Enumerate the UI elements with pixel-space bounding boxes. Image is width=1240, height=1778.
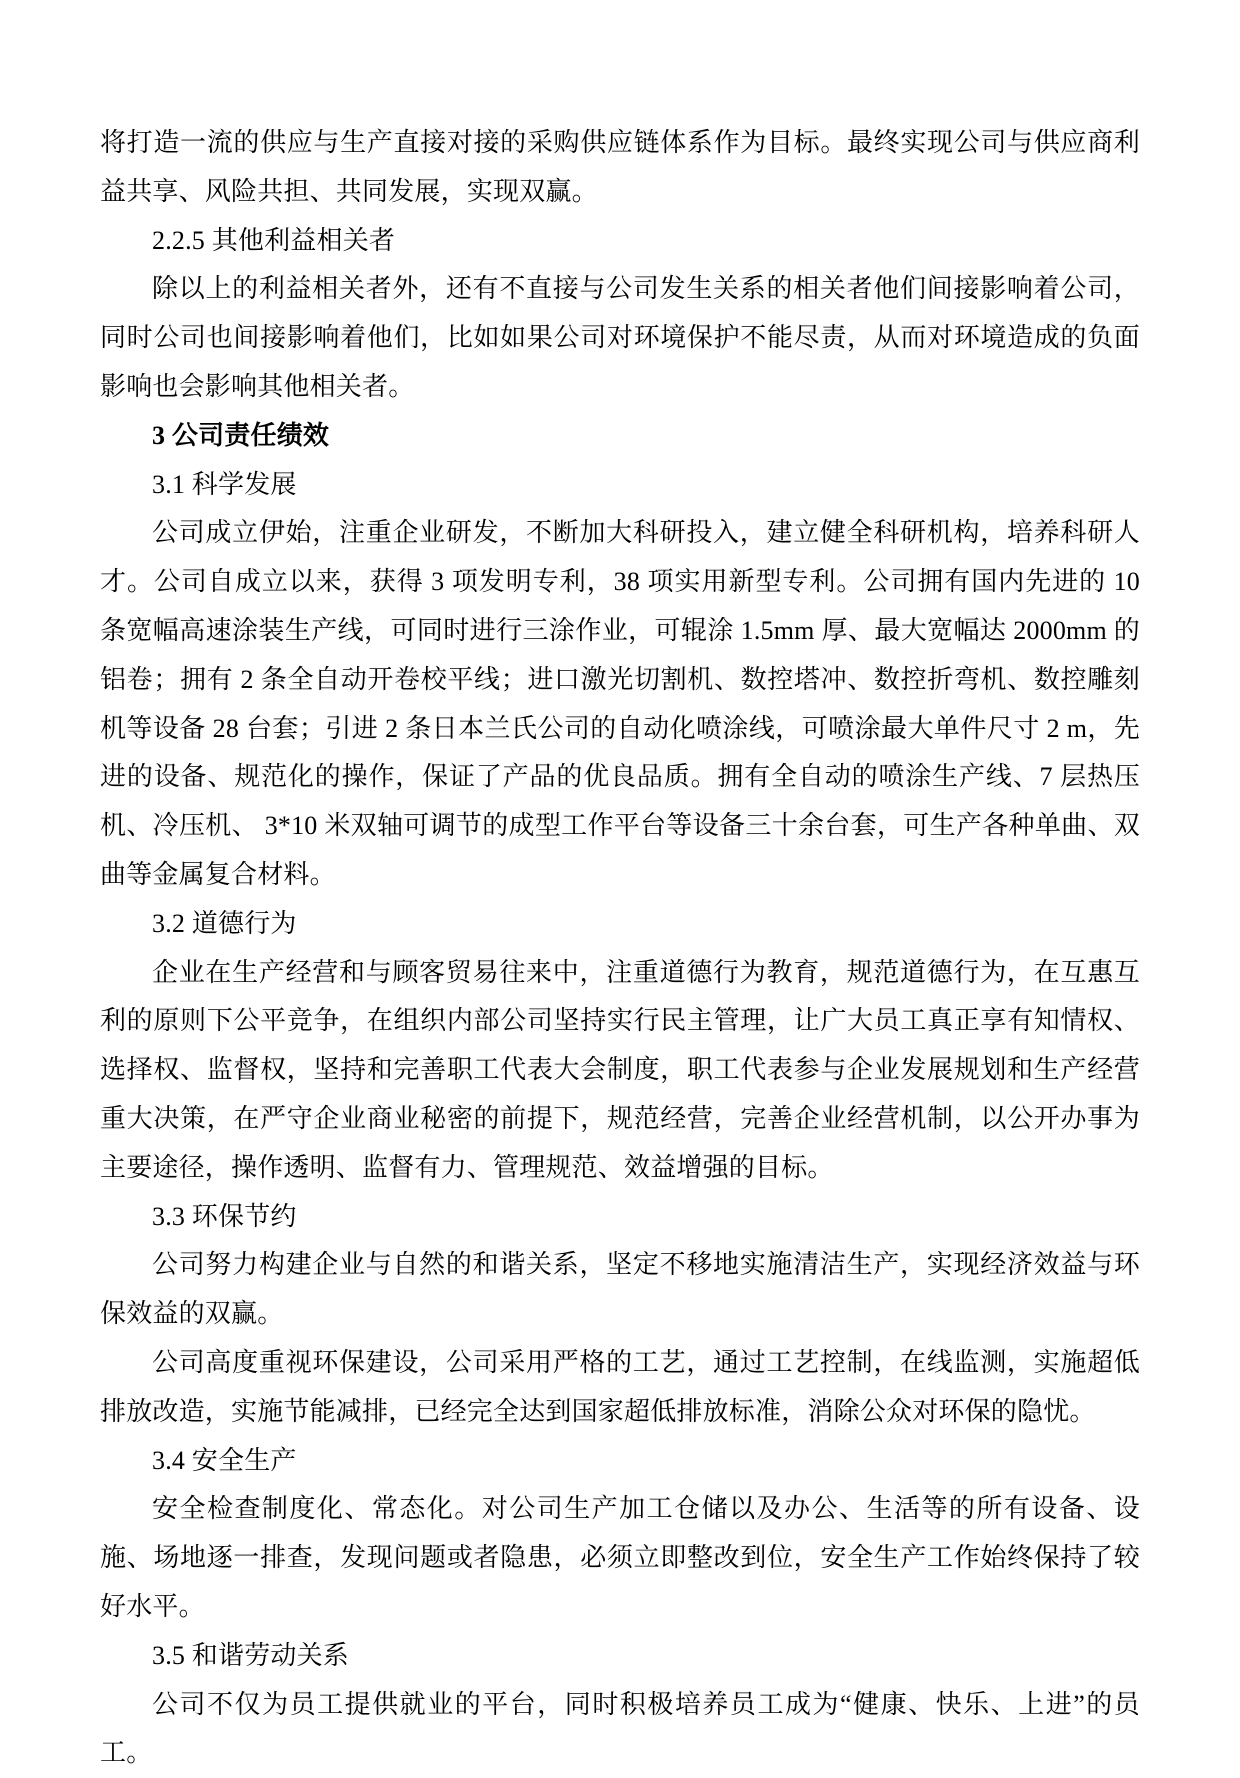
section-heading: 3.2 道德行为 bbox=[100, 900, 1140, 949]
section-heading: 3.5 和谐劳动关系 bbox=[100, 1632, 1140, 1681]
document-body bbox=[100, 119, 1140, 1778]
section-heading: 3.1 科学发展 bbox=[100, 461, 1140, 510]
section-heading: 3 公司责任绩效 bbox=[100, 412, 1140, 461]
paragraph: 安全检查制度化、常态化。对公司生产加工仓储以及办公、生活等的所有设备、设施、场地逐一排查，发现问题或者隐患，必须立即整改到位，安全生产工作始终保持了较好水平。 bbox=[100, 1485, 1140, 1631]
paragraph: 将打造一流的供应与生产直接对接的采购供应链体系作为目标。最终实现公司与供应商利益共享、风险共担、共同发展，实现双赢。 bbox=[100, 119, 1140, 217]
paragraph: 公司成立伊始，注重企业研发，不断加大科研投入，建立健全科研机构，培养科研人才。公司自成立以来，获得 3 项发明专利，38 项实用新型专利。公司拥有国内先进的 10 条宽幅高速涂装生产线，可同时进行三涂作业，可辊涂 1.5mm 厚、最大宽幅达 2000mm 的铝卷；拥有 2 条全自动开卷校平线；进口激光切割机、数控塔冲、数控折弯机、数控雕刻机等设备 28 台套；引进 2 条日本兰氏公司的自动化喷涂线，可喷涂最大单件尺寸 2 m，先进的设备、规范化的操作，保证了产品的优良品质。拥有全自动的喷涂生产线、7 层热压机、冷压机、 3*10 米双轴可调节的成型工作平台等设备三十余台套，可生产各种单曲、双曲等金属复合材料。 bbox=[100, 509, 1140, 899]
paragraph: 企业在生产经营和与顾客贸易往来中，注重道德行为教育，规范道德行为，在互惠互利的原则下公平竞争，在组织内部公司坚持实行民主管理，让广大员工真正享有知情权、选择权、监督权，坚持和完善职工代表大会制度，职工代表参与企业发展规划和生产经营重大决策，在严守企业商业秘密的前提下，规范经营，完善企业经营机制，以公开办事为主要途径，操作透明、监督有力、管理规范、效益增强的目标。 bbox=[100, 949, 1140, 1193]
section-heading: 3.3 环保节约 bbox=[100, 1193, 1140, 1242]
paragraph: 公司高度重视环保建设，公司采用严格的工艺，通过工艺控制，在线监测，实施超低排放改造，实施节能减排，已经完全达到国家超低排放标准，消除公众对环保的隐忧。 bbox=[100, 1339, 1140, 1437]
paragraph: 除以上的利益相关者外，还有不直接与公司发生关系的相关者他们间接影响着公司，同时公司也间接影响着他们，比如如果公司对环境保护不能尽责，从而对环境造成的负面影响也会影响其他相关者。 bbox=[100, 265, 1140, 411]
section-heading: 3.4 安全生产 bbox=[100, 1437, 1140, 1486]
section-heading: 2.2.5 其他利益相关者 bbox=[100, 217, 1140, 266]
paragraph: 公司不仅为员工提供就业的平台，同时积极培养员工成为“健康、快乐、上进”的员工。 bbox=[100, 1681, 1140, 1778]
paragraph: 公司努力构建企业与自然的和谐关系，坚定不移地实施清洁生产，实现经济效益与环保效益的双赢。 bbox=[100, 1241, 1140, 1339]
